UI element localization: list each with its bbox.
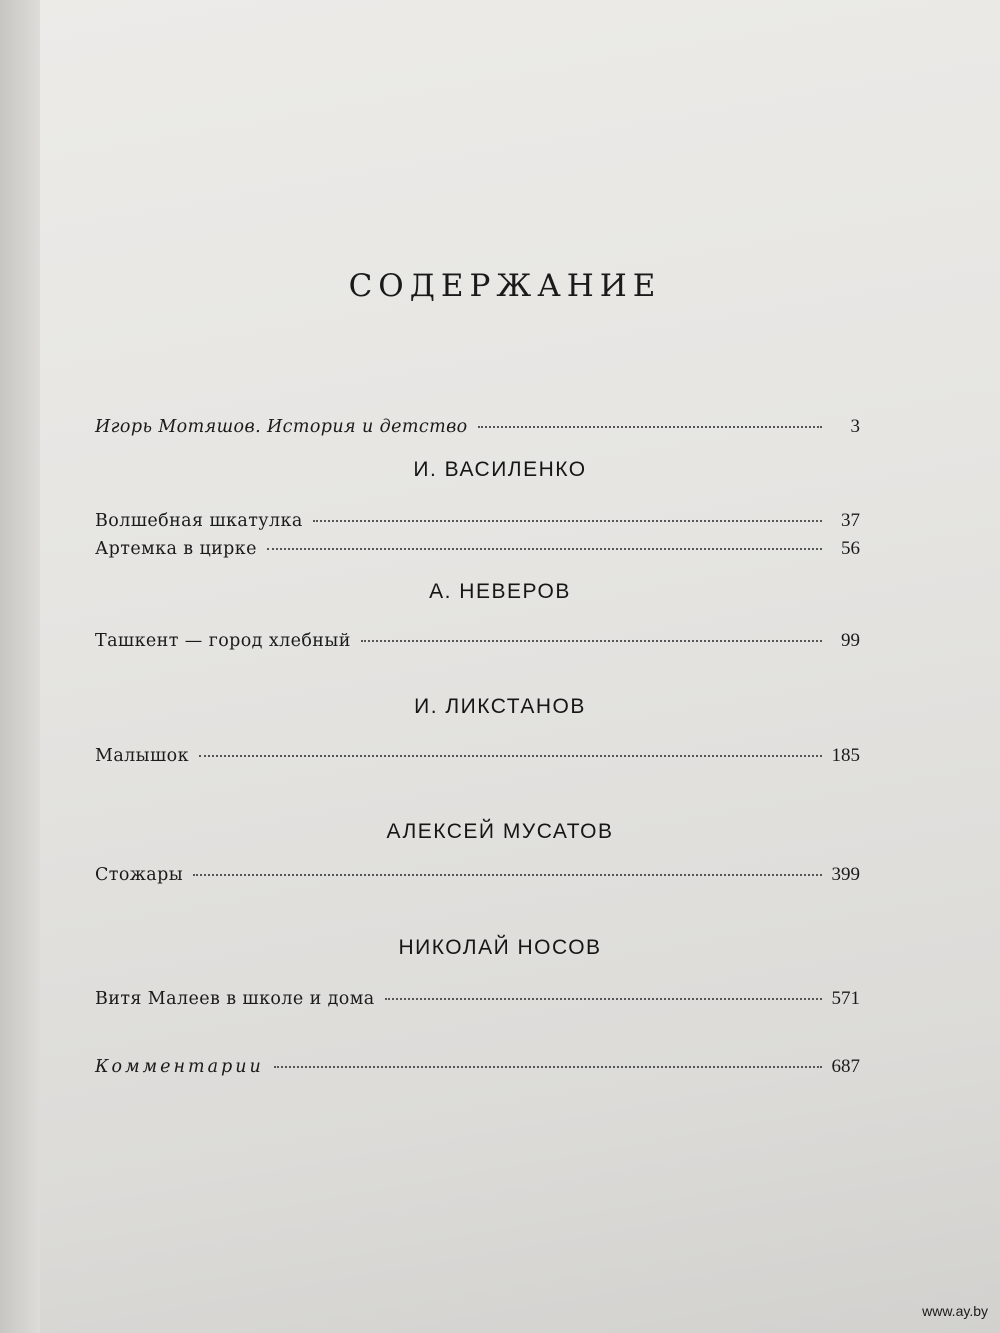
- toc-entry-artemka: [95, 538, 860, 560]
- toc-entry-page: 185: [831, 745, 860, 766]
- toc-entry-tashkent: [95, 630, 860, 652]
- dot-leader: [267, 547, 822, 550]
- dot-leader: [478, 425, 822, 428]
- toc-entry-shkatulka: [95, 510, 860, 532]
- toc-entry-malyshok: [95, 745, 860, 767]
- toc-entry-vitya-maleev: [95, 988, 860, 1010]
- toc-entry-title: Малышок: [95, 746, 189, 766]
- dot-leader: [274, 1065, 822, 1068]
- dot-leader: [385, 997, 822, 1000]
- watermark: www.ay.by: [922, 1303, 988, 1319]
- author-heading-likstanov: И. ЛИКСТАНОВ: [414, 695, 586, 718]
- toc-entry-essay: [95, 416, 860, 438]
- author-heading-nosov: НИКОЛАЙ НОСОВ: [398, 936, 602, 959]
- dot-leader: [313, 519, 822, 522]
- toc-entry-page: 37: [841, 510, 860, 531]
- page-title: СОДЕРЖАНИЕ: [348, 268, 662, 304]
- author-heading-vasilenko: И. ВАСИЛЕНКО: [413, 458, 587, 481]
- toc-entry-page: 56: [841, 538, 860, 559]
- toc-entry-stozhary: [95, 864, 860, 886]
- toc-entry-title: Волшебная шкатулка: [95, 511, 303, 531]
- toc-entry-page: 399: [831, 864, 860, 885]
- toc-entry-commentary: [95, 1056, 860, 1078]
- toc-entry-title: Игорь Мотяшов. История и детство: [95, 417, 468, 437]
- dot-leader: [199, 754, 822, 757]
- toc-entry-title: Витя Малеев в школе и дома: [95, 989, 375, 1009]
- toc-entry-title: Стожары: [95, 865, 184, 885]
- toc-entry-page: 99: [841, 630, 860, 651]
- toc-entry-title: Комментарии: [95, 1057, 264, 1077]
- toc-entry-page: 3: [850, 416, 860, 437]
- dot-leader: [361, 639, 822, 642]
- toc-entry-page: 571: [831, 988, 860, 1009]
- author-heading-musatov: АЛЕКСЕЙ МУСАТОВ: [386, 820, 614, 843]
- toc-entry-page: 687: [831, 1056, 860, 1077]
- toc-entry-title: Артемка в цирке: [95, 539, 257, 559]
- dot-leader: [193, 873, 822, 876]
- author-heading-neverov: А. НЕВЕРОВ: [429, 580, 571, 603]
- page-edge: [0, 0, 40, 1333]
- toc-entry-title: Ташкент — город хлебный: [95, 631, 351, 651]
